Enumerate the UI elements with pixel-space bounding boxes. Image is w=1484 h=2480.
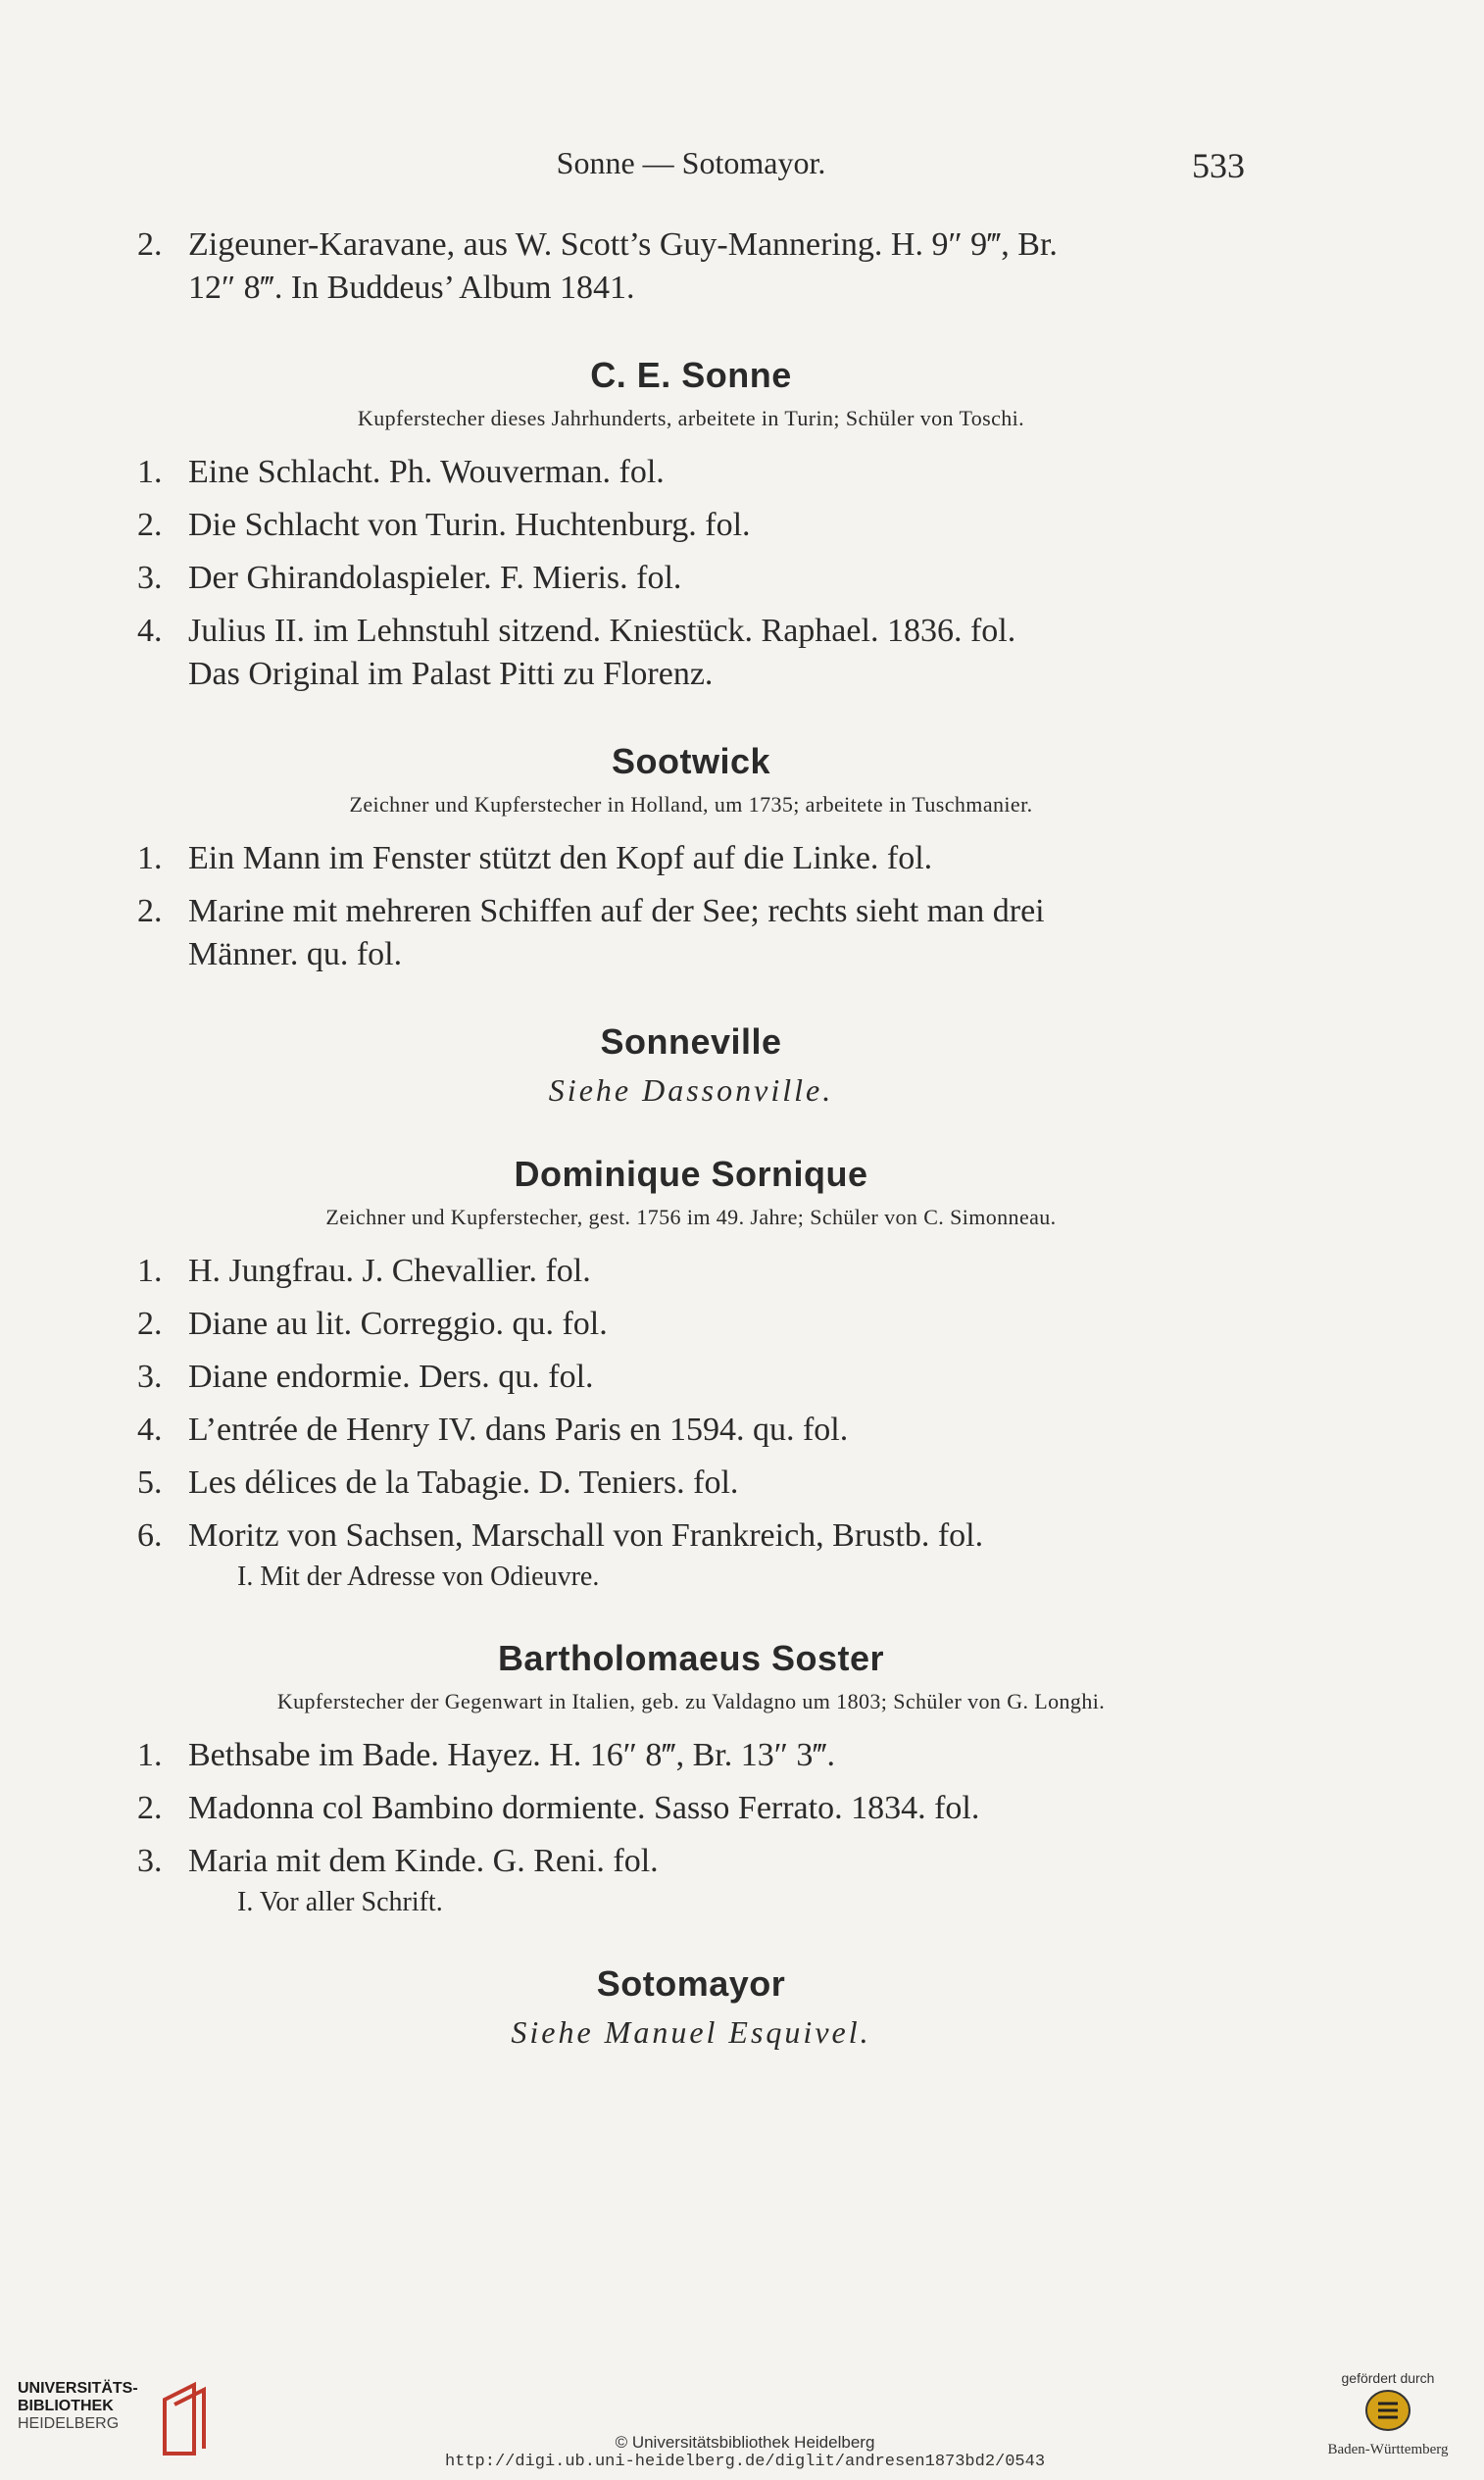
artist-name: Sootwick (611, 741, 771, 781)
running-title: Sonne — Sotomayor. (556, 145, 826, 180)
entry-text: Eine Schlacht. Ph. Wouverman. fol. (188, 454, 665, 490)
entry-text: Madonna col Bambino dormiente. Sasso Ferrato. 1834. fol. (188, 1790, 980, 1826)
entry-text: Les délices de la Tabagie. D. Teniers. fol. (188, 1464, 739, 1501)
catalog-entry (137, 1462, 1245, 1505)
entry-number: 4. (137, 613, 163, 649)
catalog-entry (137, 557, 1245, 600)
permalink-url[interactable]: http://digi.ub.uni-heidelberg.de/diglit/andresen1873bd2/0543 (444, 2453, 1046, 2471)
library-name-line: BIBLIOTHEK (18, 2398, 114, 2414)
artist-name: Bartholomaeus Soster (497, 1638, 885, 1678)
entry-text: Der Ghirandolaspieler. F. Mieris. fol. (188, 560, 682, 596)
catalog-entry (137, 1787, 1245, 1830)
page-number: 533 (1192, 146, 1245, 185)
footer-credit (431, 2433, 1059, 2471)
catalog-entry (137, 223, 1245, 310)
entry-text: L’entrée de Henry IV. dans Paris en 1594. qu. fol. (188, 1412, 849, 1448)
entry-number: 2. (137, 507, 163, 543)
entry-text: Marine mit mehreren Schiffen auf der See; rechts sieht man drei (188, 893, 1045, 929)
entry-text: Moritz von Sachsen, Marschall von Frankreich, Brustb. fol. (188, 1517, 984, 1554)
entry-text: H. Jungfrau. J. Chevallier. fol. (188, 1253, 591, 1289)
entry-text: 12″ 8‴. In Buddeus’ Album 1841. (188, 270, 635, 306)
entry-number: 1. (137, 1253, 163, 1289)
artist-name: C. E. Sonne (590, 355, 792, 395)
entry-number: 6. (137, 1517, 163, 1554)
entry-text: Julius II. im Lehnstuhl sitzend. Kniestück. Raphael. 1836. fol. (188, 613, 1016, 649)
artist-bio: Zeichner und Kupferstecher, gest. 1756 im 49. Jahre; Schüler von C. Simonneau. (325, 1205, 1057, 1229)
entry-number: 2. (137, 893, 163, 929)
artist-section (137, 355, 1245, 696)
catalog-entry (137, 1356, 1245, 1399)
artist-name: Sotomayor (596, 1963, 786, 2004)
entry-number: 2. (137, 1306, 163, 1342)
page-content (137, 223, 1245, 2051)
catalog-entry (137, 504, 1245, 547)
state-note: I. Mit der Adresse von Odieuvre. (237, 1562, 600, 1592)
artist-bio: Kupferstecher dieses Jahrhunderts, arbeitete in Turin; Schüler von Toschi. (357, 406, 1025, 430)
library-mark-icon (155, 2380, 214, 2458)
artist-section (137, 1021, 1245, 1109)
cross-reference: Siehe Dassonville. (548, 1072, 834, 1108)
artist-name: Sonneville (600, 1021, 782, 1062)
entry-text: Die Schlacht von Turin. Huchtenburg. fol. (188, 507, 751, 543)
entry-number: 3. (137, 1843, 163, 1879)
copyright-text: © Universitätsbibliothek Heidelberg (615, 2433, 875, 2452)
library-name-line: HEIDELBERG (18, 2415, 120, 2432)
cross-reference: Siehe Manuel Esquivel. (511, 2014, 871, 2050)
catalog-entry (137, 610, 1245, 696)
catalog-entry (137, 1514, 1245, 1558)
artist-section (137, 741, 1245, 976)
artist-bio: Kupferstecher der Gegenwart in Italien, geb. zu Valdagno um 1803; Schüler von G. Longhi. (276, 1689, 1106, 1713)
catalog-entry (137, 1409, 1245, 1452)
entry-number: 1. (137, 1737, 163, 1773)
entry-text: Diane endormie. Ders. qu. fol. (188, 1359, 594, 1395)
artist-section (137, 1638, 1245, 1918)
artist-section (137, 1154, 1245, 1593)
catalog-entry (137, 1840, 1245, 1883)
catalog-entry (137, 1734, 1245, 1777)
sponsor-label: gefördert durch (1341, 2370, 1435, 2386)
entry-text: Diane au lit. Correggio. qu. fol. (188, 1306, 608, 1342)
catalog-entry (137, 1303, 1245, 1346)
sponsor-block[interactable] (1310, 2370, 1466, 2458)
artist-section (137, 1963, 1245, 2051)
library-name-line: UNIVERSITÄTS- (18, 2380, 138, 2397)
entry-number: 1. (137, 454, 163, 490)
coat-of-arms-icon (1363, 2386, 1412, 2435)
entry-number: 1. (137, 840, 163, 876)
entry-number: 3. (137, 1359, 163, 1395)
entry-text: Bethsabe im Bade. Hayez. H. 16″ 8‴, Br. 13″ 3‴. (188, 1737, 836, 1773)
catalog-entry (137, 837, 1245, 880)
catalog-entry (137, 451, 1245, 494)
artist-name: Dominique Sornique (514, 1154, 868, 1194)
entry-number: 3. (137, 560, 163, 596)
entry-text: Männer. qu. fol. (188, 936, 403, 972)
catalog-entry (137, 1250, 1245, 1293)
artist-bio: Zeichner und Kupferstecher in Holland, um 1735; arbeitete in Tuschmanier. (349, 792, 1033, 817)
entry-text: Das Original im Palast Pitti zu Florenz. (188, 656, 714, 692)
entry-text: Zigeuner-Karavane, aus W. Scott’s Guy-Mannering. H. 9″ 9‴, Br. (188, 226, 1058, 263)
entry-text: Maria mit dem Kinde. G. Reni. fol. (188, 1843, 659, 1879)
entry-number: 4. (137, 1412, 163, 1448)
entry-number: 2. (137, 1790, 163, 1826)
entry-number: 2. (137, 226, 163, 263)
entry-number: 5. (137, 1464, 163, 1501)
sponsor-name: Baden-Württemberg (1327, 2442, 1449, 2457)
library-logo[interactable] (18, 2380, 214, 2468)
entry-text: Ein Mann im Fenster stützt den Kopf auf die Linke. fol. (188, 840, 933, 876)
state-note: I. Vor aller Schrift. (237, 1887, 443, 1917)
catalog-entry (137, 890, 1245, 976)
